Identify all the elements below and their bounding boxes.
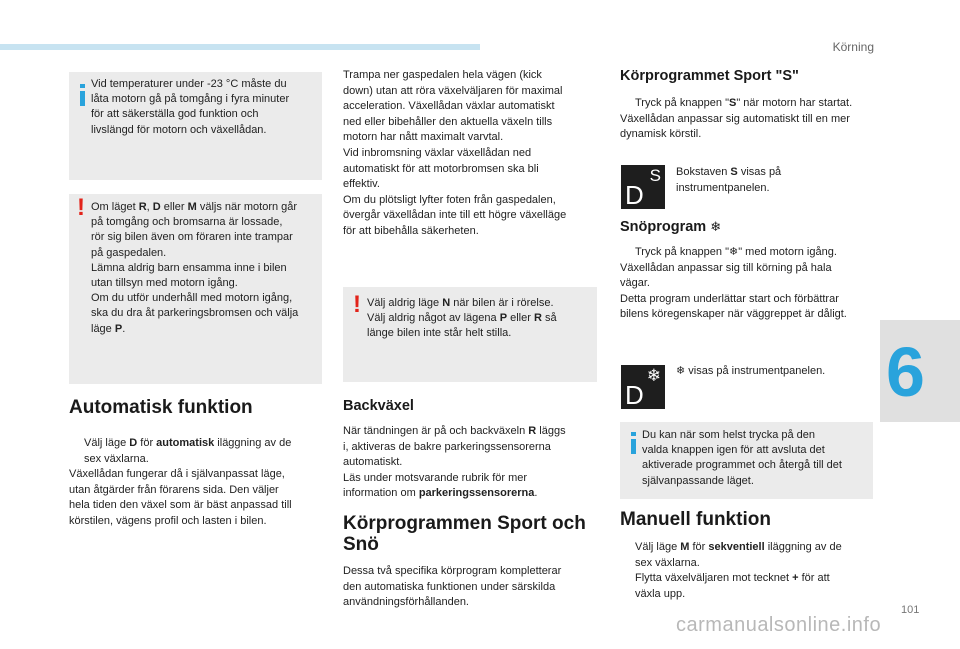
warning-line: rör sig bilen även om föraren inte trampar [91, 231, 293, 244]
text-snow-indicator: ❄ visas på instrumentpanelen. [676, 365, 826, 377]
heading-programs: Körprogrammen Sport och Snö [343, 513, 586, 555]
text-snow: Tryck på knappen "❄" med motorn igång. Växellådan anpassar sig till körning på hala vägar. Detta program underlättar start och förbättrar bilens köregenskaper när väggreppet är dåligt. [620, 246, 847, 321]
warning-line: på tomgång och bromsarna är lossade, [91, 216, 283, 229]
warning-line: ska du dra åt parkeringsbromsen och välja [91, 307, 299, 320]
watermark: carmanualsonline.info [676, 614, 882, 636]
snow-indicator-icon: D ❄ [621, 365, 665, 409]
text-manual: Välj läge M för sekventiell iläggning av de sex växlarna. Flytta växelväljaren mot tecknet + för att växla upp. [635, 541, 842, 600]
warning-box-gear [69, 194, 322, 384]
info-box-program: Du kan när som helst trycka på den valda knappen igen för att avsluta det aktiverade programmet och återgå till det självanpassande läget. [620, 422, 873, 499]
warning-line: utan tillsyn med motorn igång. [91, 277, 238, 290]
section-label: Körning [832, 40, 874, 54]
warning-line: på gaspedalen. [91, 246, 167, 259]
text-automatic: Välj läge D för automatisk iläggning av de sex växlarna. Växellådan fungerar då i självanpassat läge, utan åtgärder från förarens sida. Den väljer hela tiden den växel som är bäst anpassad till körstilen, vägens profil och lasten i bilen. [69, 437, 292, 527]
text-reverse: När tändningen är på och backväxeln R läggs i, aktiveras de bakre parkeringssensorerna automatiskt. Läs under motsvarande rubrik för mer information om parkeringssensorerna. [343, 425, 566, 500]
info-line: Vid temperaturer under -23 °C måste du [91, 78, 287, 90]
text-sport: Tryck på knappen "S" när motorn har startat. Växellådan anpassar sig automatiskt till en mer dynamisk körstil. [620, 97, 853, 141]
info-line: för att säkerställa god funktion och [91, 108, 259, 121]
warning-icon: ! [353, 291, 361, 318]
warning-line: läge P. [91, 322, 126, 335]
heading-reverse: Backväxel [343, 398, 414, 414]
info-icon [80, 84, 85, 106]
chapter-number: 6 [886, 333, 925, 411]
sport-indicator-icon: D S [621, 165, 665, 209]
warning-line: Om läget R, D eller M väljs när motorn går [91, 201, 298, 213]
snowflake-icon: ❄ [710, 219, 722, 234]
page-number: 101 [901, 604, 920, 616]
heading-automatic: Automatisk funktion [69, 397, 253, 418]
info-box-temperature [69, 72, 322, 180]
warning-icon: ! [77, 194, 85, 221]
text-sport-indicator: Bokstaven S visas på instrumentpanelen. [676, 166, 782, 194]
warning-line: Om du utför underhåll med motorn igång, [91, 292, 293, 305]
info-line: livslängd för motorn och växellådan. [91, 123, 267, 136]
warning-line: Lämna aldrig barn ensamma inne i bilen [91, 261, 287, 274]
header-bar [0, 44, 480, 50]
text-programs: Dessa två specifika körprogram kompletterar den automatiska funktionen under särskilda användningsförhållanden. [343, 565, 562, 609]
info-line: låta motorn gå på tomgång i fyra minuter [91, 93, 290, 106]
text-kickdown: Trampa ner gaspedalen hela vägen (kick down) utan att röra växelväljaren för maximal acceleration. Växellådan växlar automatiskt ned eller bibehåller den aktuella växeln tills motorn har nått maximalt varvtal. Vid inbromsning växlar växellådan ned automatiskt för att motorbromsen ska bli effektiv. Om du plötsligt lyfter foten från gaspedalen, övergår växellådan inte till ett högre växelläge för att bibehålla säkerheten. [343, 69, 567, 237]
heading-snow: Snöprogram ❄ [620, 219, 722, 235]
heading-sport: Körprogrammet Sport "S" [620, 68, 799, 84]
heading-manual: Manuell funktion [620, 509, 771, 530]
warning-box-neutral: ! Välj aldrig läge N när bilen är i rörelse. Välj aldrig något av lägena P eller R så länge bilen inte står helt stilla. [343, 287, 597, 382]
info-icon [631, 432, 636, 454]
